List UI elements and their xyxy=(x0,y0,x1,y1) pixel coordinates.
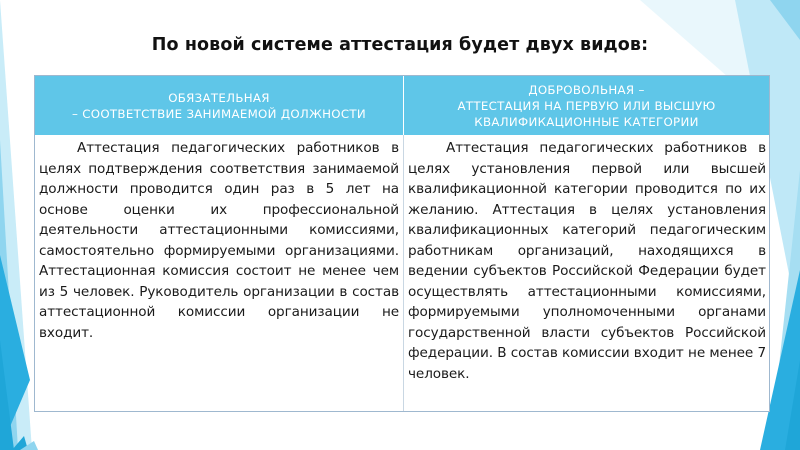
header-voluntary-line1: ДОБРОВОЛЬНАЯ – xyxy=(528,82,645,97)
body-column-divider xyxy=(403,135,404,411)
header-voluntary xyxy=(404,76,769,135)
header-voluntary-line2: АТТЕСТАЦИЯ НА ПЕРВУЮ ИЛИ ВЫСШУЮ xyxy=(457,98,716,113)
header-mandatory-line2: – СООТВЕТСТВИЕ ЗАНИМАЕМОЙ ДОЛЖНОСТИ xyxy=(71,106,367,121)
comparison-table xyxy=(34,75,770,412)
mandatory-paragraph: Аттестация педагогических работников в целях подтверждения соответствия занимаемой должности проводится один раз в 5 лет на основе оценки их профессиональной деятельности аттестационными комиссиями, самостоятельно формируемыми организациями. Аттестационная комиссия состоит не менее чем из 5 человек. Руководитель организации в состав аттестационной комиссии организации не входит. xyxy=(39,140,399,341)
voluntary-paragraph: Аттестация педагогических работников в целях установления первой или высшей квалификационной категории проводится по их желанию. Аттестация в целях установления квалификационных категорий педагогическим работникам организаций, находящихся в ведении субъектов Российской Федерации будет осуществлять аттестационными комиссиями, формируемыми уполномоченными органами государственной власти субъектов Российской федерации. В состав комиссии входит не менее 7 человек. xyxy=(408,140,766,382)
cell-mandatory-text xyxy=(39,138,399,343)
header-mandatory-line1: ОБЯЗАТЕЛЬНАЯ xyxy=(168,90,270,105)
slide-title: По новой системе аттестация будет двух видов: xyxy=(151,35,649,55)
header-voluntary-line3: КВАЛИФИКАЦИОННЫЕ КАТЕГОРИИ xyxy=(474,114,699,129)
header-mandatory xyxy=(35,76,403,135)
cell-voluntary-text xyxy=(408,138,766,384)
